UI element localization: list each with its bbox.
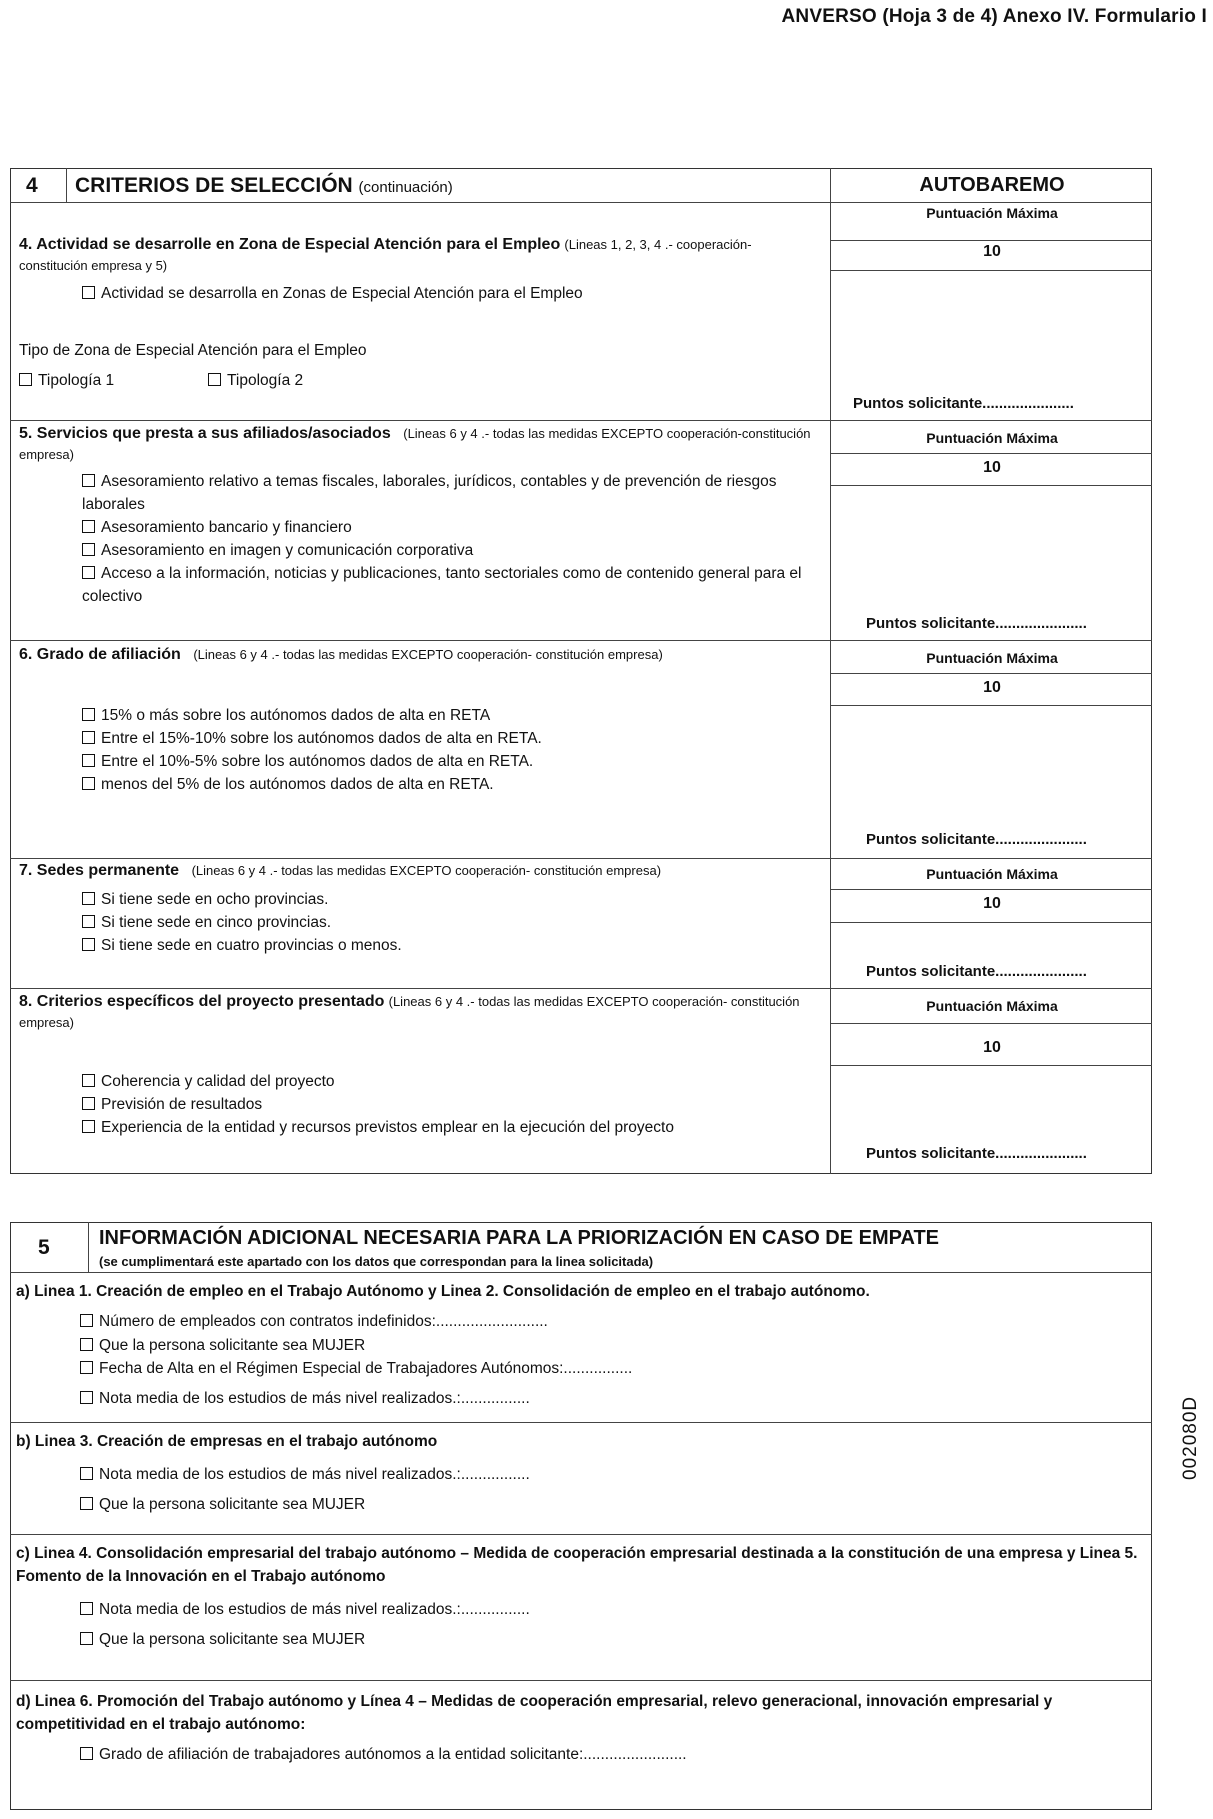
option-row — [82, 888, 802, 911]
option-row — [82, 773, 802, 796]
criterion-4-option — [82, 282, 583, 305]
checkbox[interactable] — [82, 915, 95, 928]
checkbox[interactable] — [80, 1632, 93, 1645]
checkbox[interactable] — [80, 1467, 93, 1480]
option-label: Que la persona solicitante sea MUJER — [99, 1631, 366, 1648]
option-label: Previsión de resultados — [101, 1096, 263, 1113]
criterion-5-title — [19, 423, 827, 465]
block-c-options — [80, 1595, 1080, 1655]
checkbox[interactable] — [19, 373, 32, 386]
option-row — [80, 1357, 1080, 1381]
checkbox[interactable] — [80, 1361, 93, 1374]
option-label: Coherencia y calidad del proyecto — [101, 1073, 335, 1090]
criterion-7-title — [19, 860, 819, 881]
option-row — [80, 1490, 1080, 1520]
checkbox[interactable] — [82, 474, 95, 487]
block-b-options — [80, 1460, 1080, 1520]
checkbox[interactable] — [82, 1074, 95, 1087]
criterion-8-note: (Lineas 6 y 4 .- todas las medidas EXCEPTO cooperación- constitución empresa) — [19, 994, 800, 1030]
option-label: Asesoramiento bancario y financiero — [101, 519, 352, 536]
option-row — [82, 539, 802, 562]
checkbox[interactable] — [82, 520, 95, 533]
option-label: Que la persona solicitante sea MUJER — [99, 1336, 366, 1354]
side-document-code: 002080D — [1180, 1395, 1201, 1480]
checkbox[interactable] — [80, 1391, 93, 1404]
criterion-6-options — [82, 704, 802, 796]
option-label: Asesoramiento en imagen y comunicación corporativa — [101, 542, 474, 559]
criterion-6-note: (Lineas 6 y 4 .- todas las medidas EXCEPTO cooperación- constitución empresa) — [193, 647, 663, 662]
criterion-4-note: (Lineas 1, 2, 3, 4 .- cooperación-constitución empresa y 5) — [19, 237, 752, 273]
checkbox[interactable] — [82, 777, 95, 790]
option-row — [80, 1743, 1080, 1766]
checkbox[interactable] — [80, 1314, 93, 1327]
option-row — [82, 934, 802, 957]
option-row — [82, 704, 802, 727]
option-label: Fecha de Alta en el Régimen Especial de Trabajadores Autónomos:................ — [99, 1360, 633, 1377]
checkbox[interactable] — [208, 373, 221, 386]
option-label: Asesoramiento relativo a temas fiscales, laborales, jurídicos, contables y de prevención de riesgos laborales — [82, 473, 777, 513]
checkbox[interactable] — [82, 566, 95, 579]
criterion-4-max-value: 10 — [983, 243, 1001, 260]
option-row — [82, 516, 802, 539]
option-label: Si tiene sede en cuatro provincias o menos. — [101, 937, 402, 954]
criterion-4-title-text: 4. Actividad se desarrolle en Zona de Especial Atención para el Empleo — [19, 236, 561, 253]
criterion-5-options — [82, 470, 802, 608]
option-row — [82, 1070, 802, 1093]
section-4-title-suffix: (continuación) — [358, 179, 453, 196]
option-row — [80, 1387, 1080, 1411]
criterion-8-options — [82, 1070, 802, 1139]
option-row — [80, 1625, 1080, 1655]
criterion-7-options — [82, 888, 802, 957]
option-row — [82, 727, 802, 750]
option-label: Actividad se desarrolla en Zonas de Especial Atención para el Empleo — [101, 285, 583, 302]
criterion-7-title-text: 7. Sedes permanente — [19, 862, 180, 879]
criterion-4-max-label: Puntuación Máxima — [926, 205, 1058, 221]
criterion-6-title-text: 6. Grado de afiliación — [19, 646, 181, 663]
criterion-4-extra-label: Tipo de Zona de Especial Atención para el Empleo — [19, 342, 367, 359]
criterion-7-max-value: 10 — [983, 895, 1001, 912]
option-row — [80, 1460, 1080, 1490]
option-label: Grado de afiliación de trabajadores autónomos a la entidad solicitante:........................ — [99, 1746, 687, 1763]
criterion-8-max-value: 10 — [983, 1039, 1001, 1056]
option-row — [80, 1310, 1080, 1334]
option-row — [82, 562, 802, 608]
block-d-options — [80, 1743, 1080, 1766]
autobaremo-heading: AUTOBAREMO — [919, 174, 1065, 196]
block-a-heading: a) Linea 1. Creación de empleo en el Trabajo Autónomo y Linea 2. Consolidación de empleo en el trabajo autónomo. — [16, 1283, 870, 1300]
option-label: 15% o más sobre los autónomos dados de alta en RETA — [101, 707, 491, 724]
checkbox[interactable] — [80, 1338, 93, 1351]
block-b-heading: b) Linea 3. Creación de empresas en el trabajo autónomo — [16, 1433, 438, 1450]
block-c-heading: c) Linea 4. Consolidación empresarial del trabajo autónomo – Medida de cooperación empresarial destinada a la constitución de una empresa y Linea 5. Fomento de la Innovación en el Trabajo autónomo — [16, 1545, 1138, 1585]
option-label: Número de empleados con contratos indefinidos:.......................... — [99, 1313, 548, 1330]
checkbox[interactable] — [82, 754, 95, 767]
criterion-4-tipologia-2 — [208, 369, 303, 392]
option-label: Tipología 2 — [227, 372, 304, 389]
option-label: Que la persona solicitante sea MUJER — [99, 1496, 366, 1513]
option-row — [82, 911, 802, 934]
option-label: Tipología 1 — [38, 372, 115, 389]
criterion-8-title — [19, 991, 827, 1033]
section-4-title-text: CRITERIOS DE SELECCIÓN — [75, 174, 353, 197]
checkbox[interactable] — [80, 1747, 93, 1760]
option-label: Si tiene sede en cinco provincias. — [101, 914, 332, 931]
criterion-7-max-label: Puntuación Máxima — [926, 866, 1058, 882]
option-row — [82, 1093, 802, 1116]
option-row — [82, 470, 802, 516]
criterion-5-max-value: 10 — [983, 459, 1001, 476]
criterion-4-points[interactable]: Puntos solicitante...................... — [853, 395, 1074, 412]
checkbox[interactable] — [82, 708, 95, 721]
criterion-5-note: (Lineas 6 y 4 .- todas las medidas EXCEPTO cooperación-constitución empresa) — [19, 426, 811, 462]
checkbox[interactable] — [82, 286, 95, 299]
criterion-5-max-label: Puntuación Máxima — [926, 430, 1058, 446]
criterion-8-max-label: Puntuación Máxima — [926, 998, 1058, 1014]
option-label: Nota media de los estudios de más nivel realizados.:................ — [99, 1389, 530, 1407]
section-5-subtitle: (se cumplimentará este apartado con los datos que correspondan para la linea solicitada) — [99, 1254, 654, 1269]
option-row — [80, 1334, 1080, 1358]
criterion-6-max-label: Puntuación Máxima — [926, 650, 1058, 666]
option-label: Si tiene sede en ocho provincias. — [101, 891, 329, 908]
criterion-6-max-value: 10 — [983, 679, 1001, 696]
checkbox[interactable] — [80, 1602, 93, 1615]
option-label: Acceso a la información, noticias y publicaciones, tanto sectoriales como de contenido general para el colectivo — [82, 565, 802, 605]
criterion-5-points[interactable]: Puntos solicitante...................... — [866, 615, 1087, 632]
option-label: Experiencia de la entidad y recursos previstos emplear en la ejecución del proyecto — [101, 1119, 674, 1136]
option-row — [80, 1595, 1080, 1625]
checkbox[interactable] — [82, 1097, 95, 1110]
section-5-title: INFORMACIÓN ADICIONAL NECESARIA PARA LA PRIORIZACIÓN EN CASO DE EMPATE — [99, 1227, 940, 1249]
criterion-7-note: (Lineas 6 y 4 .- todas las medidas EXCEPTO cooperación- constitución empresa) — [191, 863, 662, 878]
checkbox[interactable] — [82, 543, 95, 556]
criterion-7-points[interactable]: Puntos solicitante...................... — [866, 963, 1087, 980]
section-4-number: 4 — [26, 174, 38, 197]
checkbox[interactable] — [82, 731, 95, 744]
checkbox[interactable] — [80, 1497, 93, 1510]
criterion-4-tipologia-1 — [19, 369, 114, 392]
section-5-number: 5 — [38, 1236, 50, 1259]
option-label: Nota media de los estudios de más nivel realizados.:................ — [99, 1601, 530, 1618]
section-4-title — [75, 174, 453, 198]
block-a-options — [80, 1310, 1080, 1410]
option-row — [82, 1116, 802, 1139]
criterion-6-title — [19, 644, 819, 665]
option-label: menos del 5% de los autónomos dados de alta en RETA. — [101, 776, 494, 793]
criterion-6-points[interactable]: Puntos solicitante...................... — [866, 831, 1087, 848]
criterion-8-points[interactable]: Puntos solicitante...................... — [866, 1145, 1087, 1162]
option-label: Entre el 10%-5% sobre los autónomos dados de alta en RETA. — [101, 753, 534, 770]
option-label: Entre el 15%-10% sobre los autónomos dados de alta en RETA. — [101, 730, 542, 747]
option-row — [82, 750, 802, 773]
checkbox[interactable] — [82, 892, 95, 905]
criterion-4-title — [19, 234, 809, 276]
page-header-title: ANVERSO (Hoja 3 de 4) Anexo IV. Formulario I — [781, 6, 1207, 27]
checkbox[interactable] — [82, 938, 95, 951]
criterion-5-title-text: 5. Servicios que presta a sus afiliados/asociados — [19, 425, 391, 442]
criterion-8-title-text: 8. Criterios específicos del proyecto presentado — [19, 993, 385, 1010]
option-label: Nota media de los estudios de más nivel realizados.:................ — [99, 1466, 530, 1483]
checkbox[interactable] — [82, 1120, 95, 1133]
block-d-heading: d) Linea 6. Promoción del Trabajo autónomo y Línea 4 – Medidas de cooperación empresarial, relevo generacional, innovación empresarial y competitividad en el trabajo autónomo: — [16, 1693, 1053, 1733]
